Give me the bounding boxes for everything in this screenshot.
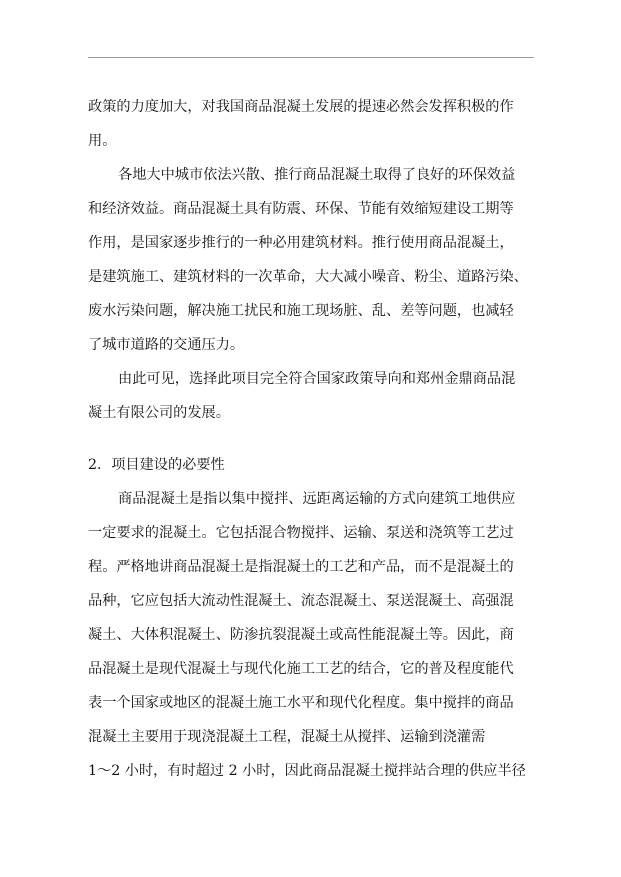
text-line: 各地大中城市依法兴散、推行商品混凝土取得了良好的环保效益 [118, 167, 516, 183]
text-line: 作用，是国家逐步推行的一种必用建筑材料。推行使用商品混凝土， [88, 235, 514, 251]
text-line: 了城市道路的交通压力。 [88, 337, 245, 353]
paragraph-continuation [88, 90, 538, 158]
text-line: 品种，它应包括大流动性混凝土、流态混凝土、泵送混凝土、高强混 [88, 593, 514, 609]
text-line: 政策的力度加大，对我国商品混凝土发展的提速必然会发挥积极的作 [88, 99, 514, 115]
text-line: 一定要求的混凝土。它包括混合物搅拌、运输、泵送和浇筑等工艺过 [88, 525, 514, 541]
text-line: 和经济效益。商品混凝土具有防震、环保、节能有效缩短建设工期等 [88, 201, 514, 217]
paragraph-benefits [88, 158, 538, 362]
paragraph-conclusion [88, 362, 538, 430]
text-line: 凝土有限公司的发展。 [88, 405, 230, 421]
text-line: 混凝土主要用于现浇混凝土工程，混凝土从搅拌、运输到浇灌需 [88, 729, 486, 745]
section-heading: 2．项目建设的必要性 [88, 457, 225, 473]
text-line: 由此可见，选择此项目完全符合国家政策导向和郑州金鼎商品混 [118, 371, 516, 387]
text-line: 表一个国家或地区的混凝土施工水平和现代化程度。集中搅拌的商品 [88, 695, 514, 711]
text-line: 凝土、大体积混凝土、防渗抗裂混凝土或高性能混凝土等。因此，商 [88, 627, 514, 643]
text-line: 废水污染问题，解决施工扰民和施工现场脏、乱、差等问题，也减轻 [88, 303, 514, 319]
paragraph-necessity [88, 482, 538, 788]
text-line: 品混凝土是现代混凝土与现代化施工工艺的结合，它的普及程度能代 [88, 661, 514, 677]
text-line: 是建筑施工、建筑材料的一次革命，大大减小噪音、粉尘、道路污染、 [88, 269, 528, 285]
text-line: 1～2 小时，有时超过 2 小时，因此商品混凝土搅拌站合理的供应半径 [88, 763, 526, 779]
text-line: 用。 [88, 133, 117, 149]
text-line: 程。严格地讲商品混凝土是指混凝土的工艺和产品，而不是混凝土的 [88, 559, 514, 575]
header-rule [88, 57, 534, 58]
body-text-top [88, 90, 538, 430]
text-line: 商品混凝土是指以集中搅拌、远距离运输的方式向建筑工地供应 [118, 491, 516, 507]
